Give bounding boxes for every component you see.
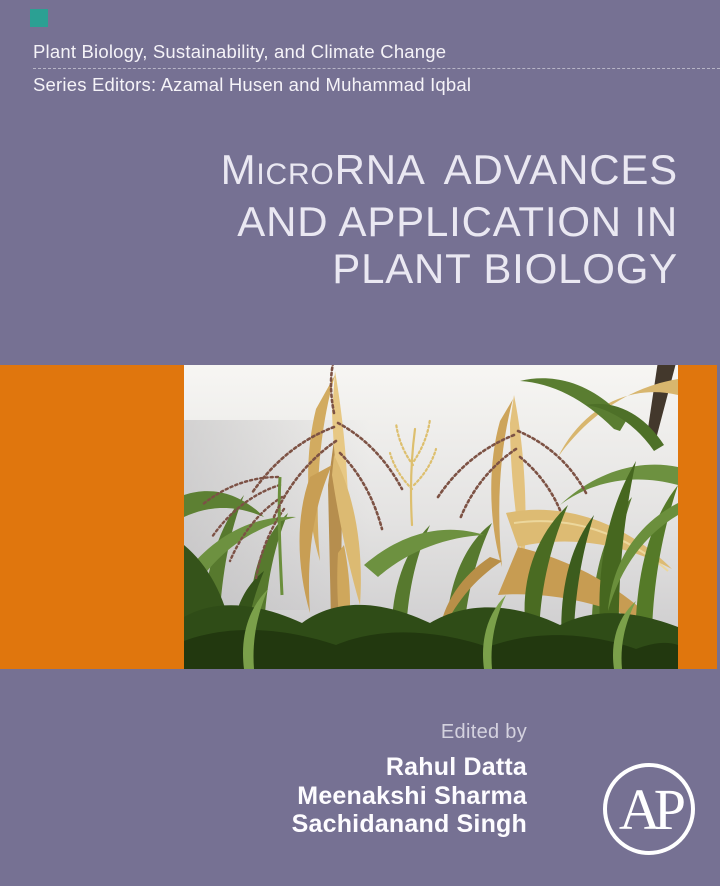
series-color-chip — [30, 9, 48, 27]
academic-press-logo — [600, 760, 698, 858]
editor-name-1: Rahul Datta — [385, 753, 527, 781]
title-word-advances: ADVANCES — [443, 146, 678, 193]
title-smallcaps: ICRO — [256, 158, 335, 191]
book-title — [221, 146, 678, 292]
ap-logo-letters: AP — [618, 777, 680, 842]
title-cap: M — [220, 146, 257, 193]
dashed-divider — [33, 68, 720, 69]
series-title: Plant Biology, Sustainability, and Climate Change — [33, 41, 447, 62]
editor-name-2: Meenakshi Sharma — [297, 781, 527, 810]
editor-name-3: Sachidanand Singh — [291, 810, 527, 838]
title-line-1 — [221, 146, 678, 198]
series-header — [33, 41, 720, 96]
edited-by-label: Edited by — [440, 721, 527, 743]
series-editors-line: Series Editors: Azamal Husen and Muhammad Iqbal — [33, 74, 472, 95]
maize-field-photo — [184, 365, 678, 669]
title-cap2: RNA — [334, 146, 426, 193]
editors-block — [292, 721, 527, 839]
academic-press-monogram-icon — [600, 760, 698, 858]
title-line-2: AND APPLICATION IN — [237, 198, 678, 245]
maize-field-illustration — [184, 365, 678, 669]
title-line-3: PLANT BIOLOGY — [332, 245, 678, 292]
